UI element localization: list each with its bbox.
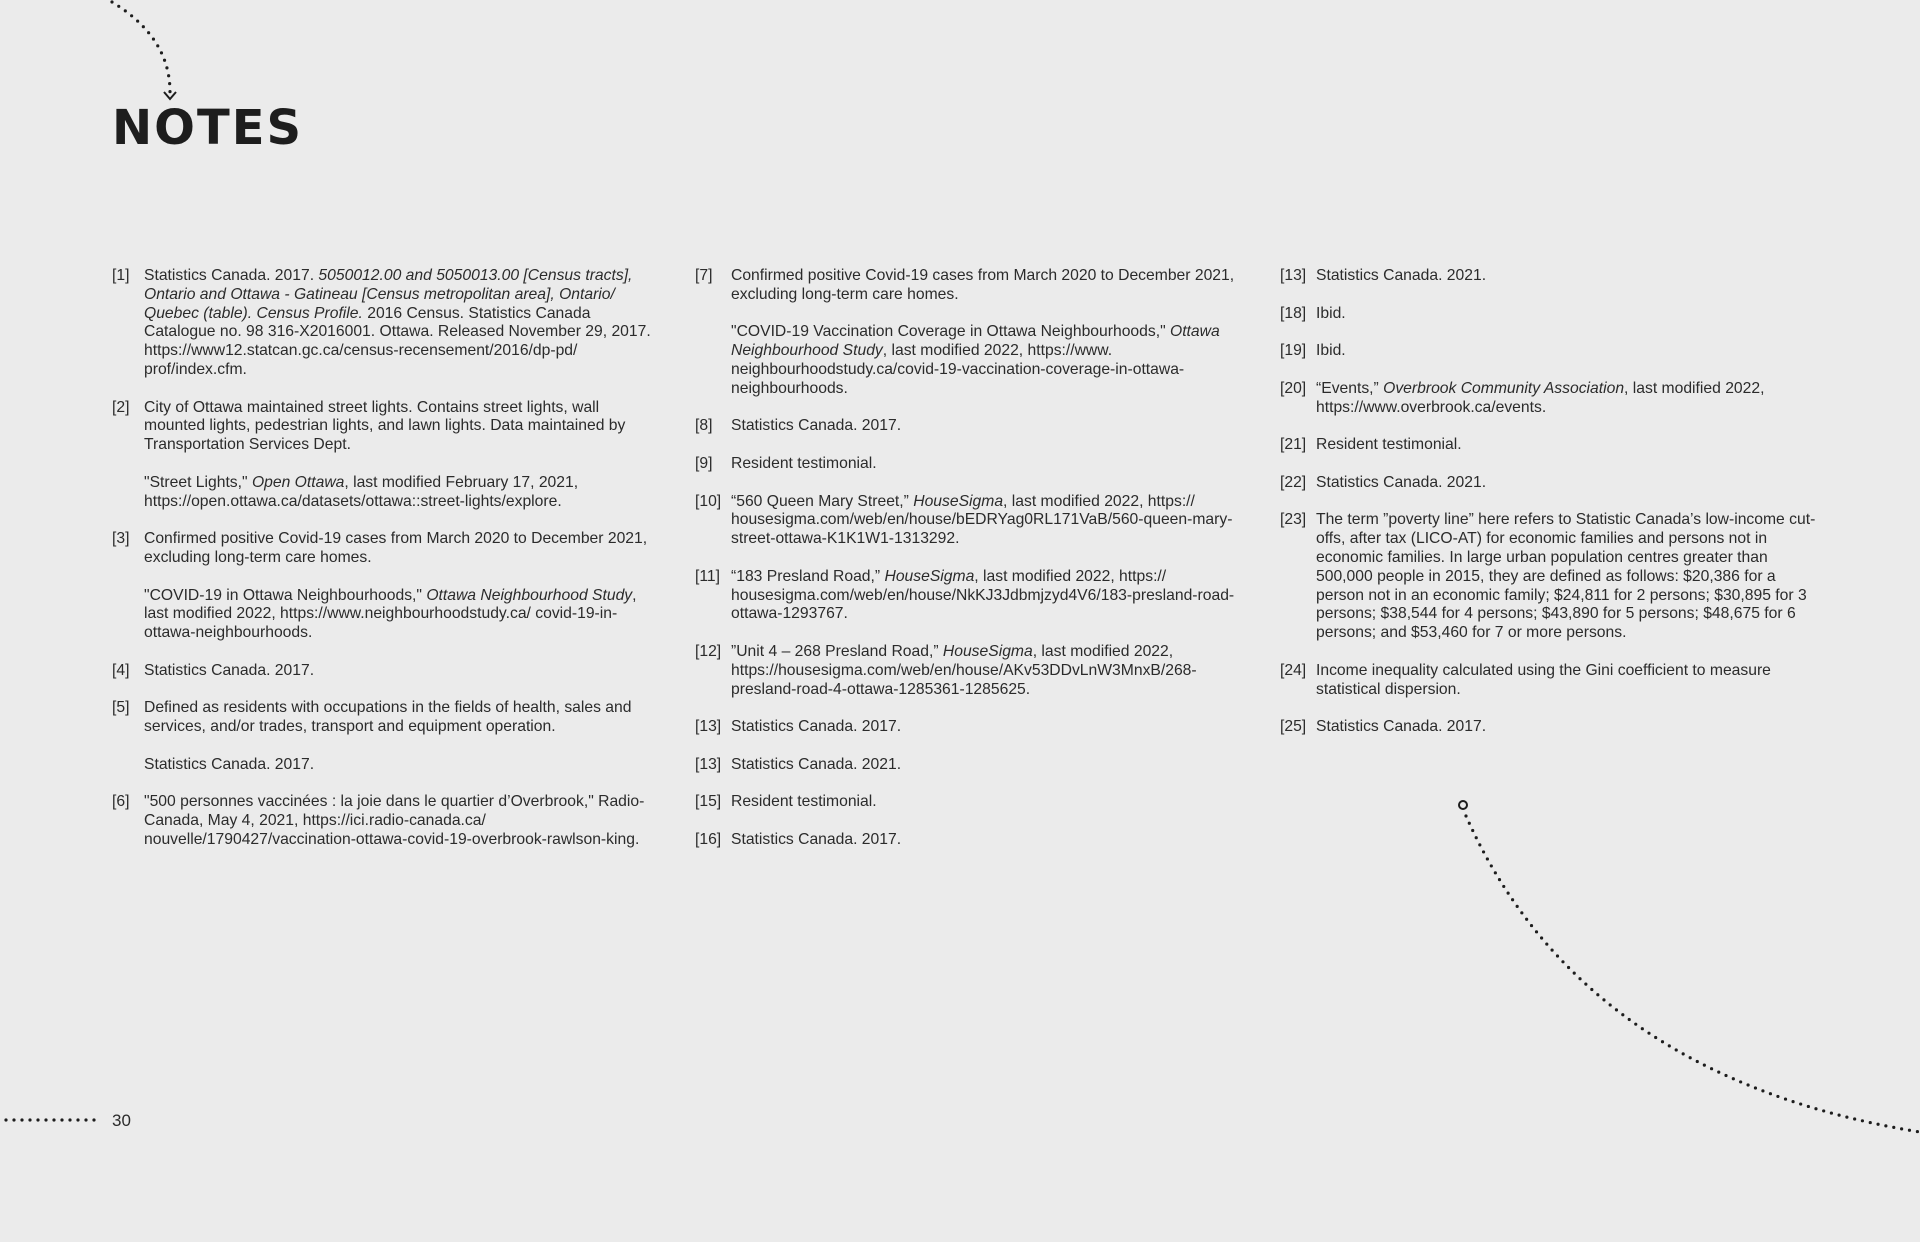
page-title: NOTES [112,100,304,156]
note-text: Statistics Canada. 2021. [731,755,902,773]
note-italic-text: Overbrook Community Association [1383,379,1625,397]
note-number: [24] [1280,661,1307,679]
note-paragraph [1316,342,1820,361]
note-text: , last modified 2022, https://housesigma.com/web/en/house/AKv53DDvLnW3MnxB/268-presland-road-4-ottawa-1285361-1285625. [731,642,1197,698]
note-number: [7] [695,267,713,284]
note-number: [21] [1280,436,1307,454]
note-body [731,455,1235,474]
note-item [695,718,1235,737]
note-text: Resident testimonial. [1316,436,1462,454]
note-italic-text: Open Ottawa [251,473,345,491]
note-text: Statistics Canada. 2021. [1316,267,1487,284]
note-paragraph [1316,380,1820,418]
note-body [731,417,1235,436]
note-text: Statistics Canada. 2017. [731,417,902,435]
note-paragraph [144,399,652,455]
note-item [1280,474,1820,493]
note-item [695,793,1235,812]
note-paragraph [1316,267,1820,286]
note-item [112,793,652,849]
note-item [112,662,652,681]
note-text: “183 Presland Road,” [731,567,885,585]
notes-column-3 [1280,267,1820,756]
note-paragraph [144,267,652,380]
note-body [1316,267,1820,286]
note-text: , last modified 2022, https://www.overbrook.ca/events. [1316,379,1765,416]
note-number: [13] [1280,267,1307,284]
note-body [144,530,652,643]
note-text: City of Ottawa maintained street lights. Contains street lights, wall mounted lights, pedestrian lights, and lawn lights. Data maintained by Transportation Services Dept. [144,398,626,454]
dotted-arc-curve [1466,816,1920,1132]
note-number: [3] [112,530,130,548]
note-number: [12] [695,642,722,660]
note-paragraph [731,756,1235,775]
note-text: Statistics Canada. 2021. [1316,473,1487,491]
note-body [1316,474,1820,493]
note-italic-text: Ottawa Neighbourhood Study [731,323,1220,360]
note-item [112,530,652,643]
note-item [1280,511,1820,643]
note-text: ”Unit 4 – 268 Presland Road,” [731,642,943,660]
note-paragraph [731,417,1235,436]
note-paragraph [731,831,1235,850]
note-paragraph [144,587,652,643]
note-text: "500 personnes vaccinées : la joie dans le quartier d’Overbrook," Radio-Canada, May 4, 2021, https://ici.radio-canada.ca/ nouvelle/1790427/vaccination-ottawa-covid-19-overbrook-rawlson-king. [144,793,645,848]
note-item [112,699,652,774]
note-item [695,455,1235,474]
note-text: 2016 Census. Statistics Canada Catalogue no. 98 316-X2016001. Ottawa. Released November 29, 2017. https://www12.statcan.gc.ca/census-recensement/2016/dp-pd/ prof/index.cfm. [144,304,651,378]
note-text: Statistics Canada. 2017. [731,718,902,736]
note-item [1280,305,1820,324]
note-number: [20] [1280,379,1307,397]
note-paragraph [1316,718,1820,737]
note-item [1280,436,1820,455]
note-body [731,267,1235,399]
note-number: [16] [695,830,722,848]
note-paragraph [731,267,1235,305]
note-paragraph [1316,662,1820,700]
arc-start-circle [1459,801,1467,809]
note-italic-text: 5050012.00 and 5050013.00 [Census tracts], Ontario and Ottawa - Gatineau [Census metropolitan area], Ontario/ Quebec (table). Census Profile. [144,267,633,322]
note-body [144,399,652,512]
note-item [695,493,1235,549]
note-item [695,267,1235,399]
note-item [1280,718,1820,737]
note-text: Statistics Canada. 2017. [1316,718,1487,736]
note-body [1316,718,1820,737]
notes-column-2 [695,267,1235,869]
note-body [1316,380,1820,418]
note-paragraph [1316,305,1820,324]
notes-column-1 [112,267,652,869]
note-body [1316,305,1820,324]
note-body [144,793,652,849]
note-item [1280,662,1820,700]
note-item [695,831,1235,850]
note-number: [9] [695,454,713,472]
note-italic-text: Ottawa Neighbourhood Study [426,586,633,604]
note-item [1280,380,1820,418]
note-body [144,699,652,774]
note-body [731,568,1235,624]
note-paragraph [731,323,1235,398]
note-item [695,643,1235,699]
note-paragraph [144,474,652,512]
note-paragraph [144,662,652,681]
note-text: Income inequality calculated using the Gini coefficient to measure statistical dispersion. [1316,661,1771,698]
note-text: Ibid. [1316,304,1346,322]
note-italic-text: HouseSigma [942,642,1033,660]
note-text: Confirmed positive Covid-19 cases from March 2020 to December 2021, excluding long-term care homes. [144,530,648,566]
note-number: [25] [1280,718,1307,736]
note-body [144,662,652,681]
note-number: [8] [695,417,713,435]
note-paragraph [731,793,1235,812]
note-text: , last modified February 17, 2021, https://open.ottawa.ca/datasets/ottawa::street-lights/explore. [144,473,579,510]
note-paragraph [1316,474,1820,493]
note-paragraph [731,455,1235,474]
note-paragraph [731,718,1235,737]
note-body [731,793,1235,812]
note-number: [15] [695,793,722,811]
note-item [1280,267,1820,286]
note-text: "COVID-19 in Ottawa Neighbourhoods," [144,586,427,604]
note-number: [1] [112,267,130,284]
note-item [695,417,1235,436]
page-number: 30 [112,1111,131,1130]
note-text: Resident testimonial. [731,454,877,472]
note-body [1316,511,1820,643]
note-body [731,493,1235,549]
note-number: [22] [1280,473,1307,491]
note-paragraph [1316,511,1820,643]
note-paragraph [731,493,1235,549]
note-text: “560 Queen Mary Street,” [731,492,914,510]
note-number: [11] [695,567,721,585]
note-text: "Street Lights," [144,473,252,491]
note-italic-text: HouseSigma [913,492,1004,510]
note-text: Statistics Canada. 2017. [144,661,315,679]
note-number: [2] [112,398,130,416]
note-number: [13] [695,755,722,773]
note-paragraph [731,568,1235,624]
note-text: Statistics Canada. 2017. [144,755,315,773]
note-paragraph [144,793,652,849]
note-number: [13] [695,718,722,736]
note-italic-text: HouseSigma [884,567,975,585]
note-body [1316,662,1820,700]
note-text: , last modified 2022, https:// housesigma.com/web/en/house/NkKJ3Jdbmjzyd4V6/183-presland-road-ottawa-1293767. [731,567,1235,623]
note-text: Defined as residents with occupations in the fields of health, sales and services, and/or trades, transport and equipment operation. [144,699,632,736]
note-body [1316,436,1820,455]
note-body [731,718,1235,737]
note-text: Resident testimonial. [731,793,877,811]
note-number: [4] [112,661,130,679]
note-paragraph [144,530,652,568]
note-paragraph [731,643,1235,699]
note-text: , last modified 2022, https:// housesigma.com/web/en/house/bEDRYag0RL171VaB/560-queen-mary-street-ottawa-K1K1W1-1313292. [731,492,1233,548]
note-number: [18] [1280,304,1307,322]
note-body [144,267,652,380]
note-text: , last modified 2022, https://www.neighbourhoodstudy.ca/ covid-19-in-ottawa-neighbourhoods. [144,586,637,642]
note-number: [19] [1280,342,1307,360]
note-item [695,568,1235,624]
note-text: Statistics Canada. 2017. [144,267,319,284]
note-body [731,831,1235,850]
note-text: Confirmed positive Covid-19 cases from March 2020 to December 2021, excluding long-term care homes. [731,267,1235,303]
note-text: The term ”poverty line” here refers to Statistic Canada’s low-income cut-offs, after tax (LICO-AT) for economic families and persons not in economic families. In large urban population centres greater than 500,000 people in 2015, they are defined as follows: $20,386 for a person not in an economic family; $24,811 for 2 persons; $30,895 for 3 persons; $38,544 for 4 persons; $43,890 for 5 persons; $48,675 for 6 persons; and $53,460 for 7 or more persons. [1316,511,1816,642]
note-text: “Events,” [1316,379,1384,397]
note-number: [23] [1280,511,1307,529]
note-paragraph [1316,436,1820,455]
note-text: Ibid. [1316,342,1346,360]
note-text: "COVID-19 Vaccination Coverage in Ottawa Neighbourhoods," [731,323,1170,341]
note-text: , last modified 2022, https://www. neighbourhoodstudy.ca/covid-19-vaccination-coverage-in-ottawa-neighbourhoods. [731,342,1185,397]
note-body [1316,342,1820,361]
note-item [1280,342,1820,361]
dotted-arrow-curve [112,2,170,92]
note-body [731,756,1235,775]
note-item [112,399,652,512]
note-paragraph [144,756,652,775]
note-text: Statistics Canada. 2017. [731,830,902,848]
note-number: [10] [695,492,722,510]
note-number: [6] [112,793,130,811]
note-item [112,267,652,380]
note-item [695,756,1235,775]
note-paragraph [144,699,652,737]
note-body [731,643,1235,699]
note-number: [5] [112,699,130,717]
